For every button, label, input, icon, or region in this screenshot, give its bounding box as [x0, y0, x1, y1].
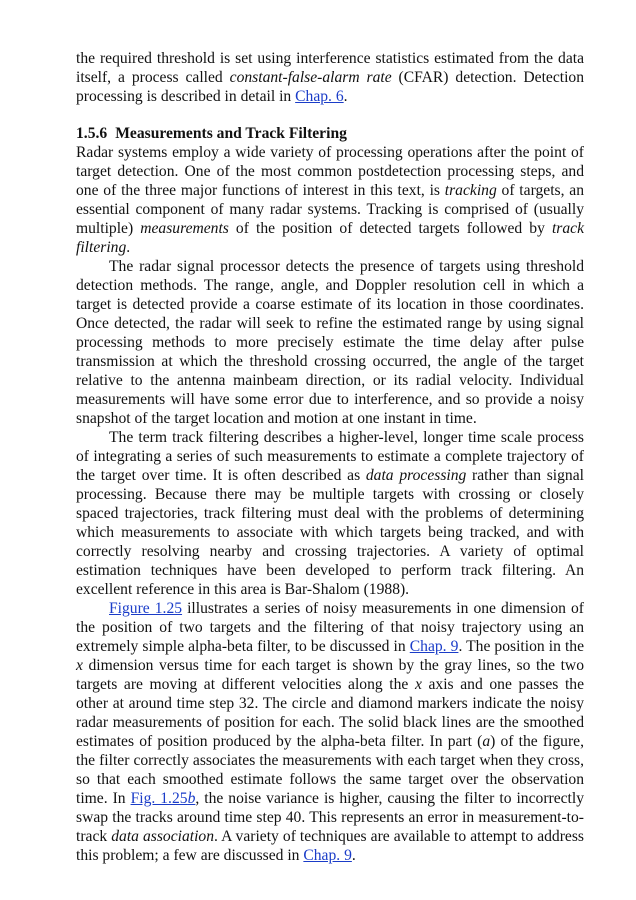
paragraph-tracking-intro: Radar systems employ a wide variety of processing operations after the point of target detection. One of the most common postdetection processing steps, and one of the three major functions of interest in this text, is tracking of targets, an essential component of many radar systems. Tracking is comprised of (usually multiple) measurements of the position of detected targets followed by track filtering.	[76, 144, 584, 256]
document-page	[76, 49, 584, 865]
term-measurements: measurements	[140, 220, 229, 237]
link-chap-6[interactable]: Chap. 6	[295, 88, 344, 105]
section-number: 1.5.6	[76, 125, 108, 142]
paragraph-cfar: the required threshold is set using interference statistics estimated from the data itself, a process called constant-false-alarm rate (CFAR) detection. Detection processing is described in detail in Chap. 6.	[76, 50, 584, 105]
link-chap-9-end[interactable]: Chap. 9	[303, 847, 352, 864]
section-heading	[76, 124, 584, 143]
term-cfar: constant-false-alarm rate	[229, 69, 392, 86]
link-fig-1-25b[interactable]: Fig. 1.25b	[130, 790, 196, 807]
term-data-association: data association	[111, 828, 215, 845]
term-tracking: tracking	[444, 182, 497, 199]
term-track-filtering: track filtering	[76, 220, 584, 256]
paragraph-track-filtering: The term track filtering describes a higher-level, longer time scale process of integrating a series of such measurements to estimate a complete trajectory of the target over time. It is often described as data processing rather than signal processing. Because there may be multiple targets with crossing or closely spaced trajectories, track filtering must deal with the problems of determining which measurements to associate with which targets being tracked, and with correctly resolving nearby and crossing trajectories. A variety of optimal estimation techniques have been developed to perform track filtering. An excellent reference in this area is Bar-Shalom (1988).	[76, 429, 584, 598]
term-data-processing: data processing	[365, 467, 467, 484]
section-title: Measurements and Track Filtering	[115, 125, 347, 142]
paragraph-signal-processor: The radar signal processor detects the presence of targets using threshold detection methods. The range, angle, and Doppler resolution cell in which a target is detected provide a coarse estimate of its location in those coordinates. Once detected, the radar will seek to refine the estimated range by using signal processing methods to more precisely estimate the time delay after pulse transmission at which the threshold crossing occurred, the angle of the target relative to the antenna mainbeam direction, or its radial velocity. Individual measurements will have some error due to interference, and so provide a noisy snapshot of the target location and motion at one instant in time.	[76, 258, 584, 427]
link-chap-9[interactable]: Chap. 9	[409, 638, 459, 655]
paragraph-figure-1-25: Figure 1.25 illustrates a series of noisy measurements in one dimension of the position of two targets and the filtering of that noisy trajectory using an extremely simple alpha-beta filter, to be discussed in Chap. 9. The position in the x dimension versus time for each target is shown by the gray lines, so the two targets are moving at different velocities along the x axis and one passes the other at around time step 32. The circle and diamond markers indicate the noisy radar measurements of position for each. The solid black lines are the smoothed estimates of position produced by the alpha-beta filter. In part (a) of the figure, the filter correctly associates the measurements with each target when they cross, so that each smoothed estimate follows the same target over the observation time. In Fig. 1.25b, the noise variance is higher, causing the filter to incorrectly swap the tracks around time step 40. This represents an error in measurement-to-track data association. A variety of techniques are available to attempt to address this problem; a few are discussed in Chap. 9.	[76, 600, 585, 864]
link-figure-1-25[interactable]: Figure 1.25	[109, 600, 183, 617]
